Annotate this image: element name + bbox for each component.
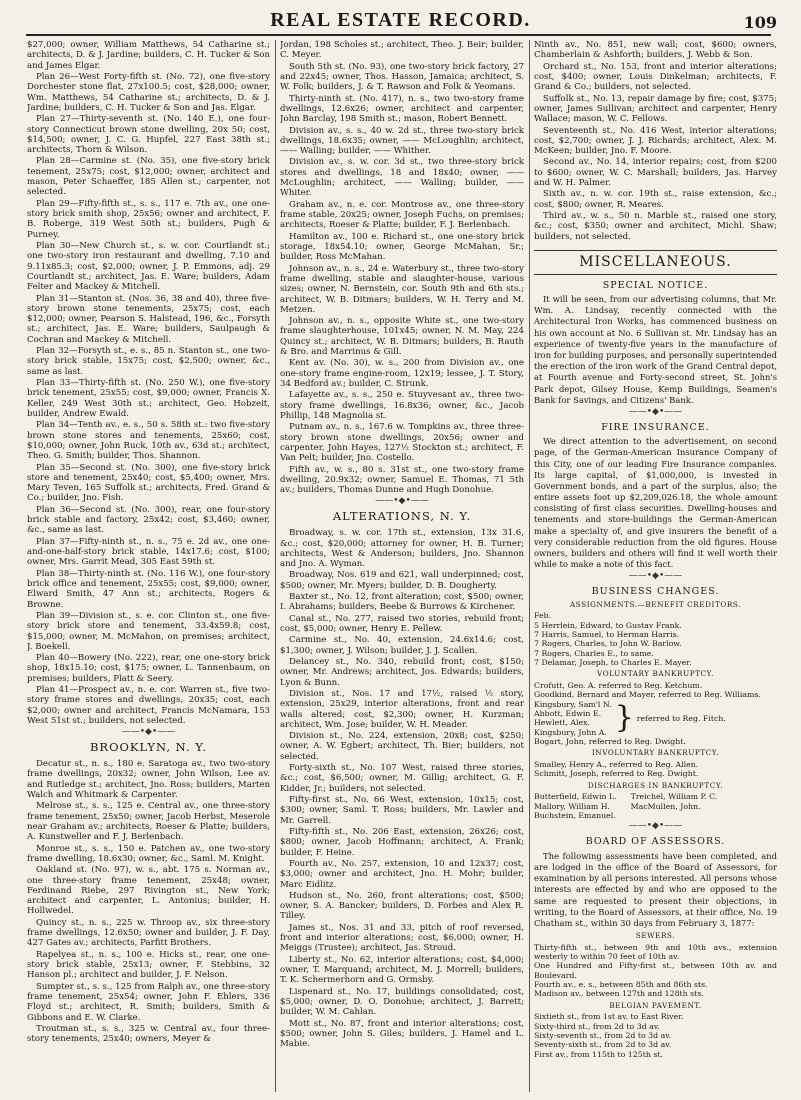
section-heading-brooklyn: BROOKLYN, N. Y.: [89, 740, 208, 755]
article-paragraph: Kent av. (No. 30), w. s., 200 from Division av., one one-story frame engine-room, 12x19; lessee, J. T. Story, 34 Bedford av.; builder, C. Strunk.: [280, 358, 524, 389]
column-divider: [529, 40, 530, 1092]
list-item: Kingsbury, Sam'l N.: [534, 699, 612, 709]
article-paragraph: Third av., w. s., 50 n. Marble st., raised one story, &c.; cost, $350; owner and architect, Michl. Shaw; builders, not selected.: [534, 211, 777, 242]
column-3: [534, 40, 777, 1094]
article-paragraph: Fifty-fifth st., No. 206 East, extension, 26x26; cost, $800; owner, Jacob Hoffmann; architect, A. Frank; builder, F. Heine.: [280, 826, 524, 858]
article-paragraph: South 5th st. (No. 93), one two-story brick factory, 27 and 22x45; owner, Thos. Hasson, Jamaica; architect, S. W. Folk; builders, J. & T. Rawson and Folk & Yeomans.: [280, 61, 524, 93]
list-item: Mallory, William H.: [534, 801, 611, 811]
article-paragraph: Putnam av., n. s., 167.6 w. Tompkins av., three three-story brown stone dwellings, 20x56; owner and carpenter, John Hayes, 127½ Stockton st.; architect, F. Van Pelt; builder, Jno. Costello.: [280, 422, 524, 464]
article-paragraph: Plan 37—Fifty-ninth st., n. s., 75 e. 2d av., one one-and-one-half-story brick stable, 14x17.6; cost, $100; owner, Mrs. Garrit Mead, 305 East 59th st.: [27, 536, 270, 568]
article-paragraph: Suffolk st., No. 13, repair damage by fire; cost, $375; owner, James Sullivan; architect and carpenter, Henry Wallace; mason, W. C. Fellows.: [534, 93, 777, 125]
discharges-list: [534, 792, 777, 820]
section-heading-special-notice: SPECIAL NOTICE.: [602, 279, 709, 291]
article-paragraph: Broadway, s. w. cor. 17th st., extension, 13x 31.6, &c.; cost, $20,000; attorney for owner, H. B. Turner; architects, West & Anderson; builders, Jno. Shannon and Jno. A. Wyman.: [280, 528, 524, 570]
list-item: Sixty-third st., from 2d to 3d av.: [534, 1021, 660, 1031]
list-item: 7 Delamar, Joseph, to Charles E. Mayer.: [534, 658, 692, 668]
article-paragraph: Plan 35—Second st. (No. 300), one five-story brick store and tenement, 25x40; cost, $5,400; owner, Mrs. Mary Teven, 165 Suffolk st.; architects, Fred. Grand & Co.; builder, Jno. Fish.: [27, 462, 270, 504]
discharges-right: [631, 792, 718, 820]
article-paragraph: Johnson av., n. s., 24 e. Waterbury st., three two-story frame dwelling, stable and slaughter-house, various sizes; owner, N. Bernstein, cor. South 9th and 6th sts.; architect, W. B. Ditmars; builders, W. H. Terry and M. Metzen.: [280, 263, 524, 315]
discharges-left: [534, 792, 617, 820]
section-heading-alterations: ALTERATIONS, N. Y.: [332, 509, 472, 524]
article-paragraph: Plan 36—Second st. (No. 300), rear, one four-story brick stable and factory, 25x42; cost, $3,460; owner, &c., same as last.: [27, 504, 270, 536]
article-paragraph: Plan 38—Thirty-ninth st. (No. 116 W.), one four-story brick office and tenement, 25x55; cost, $9,000; owner, Elward Smith, 47 Ann st.; architects, Rogers & Browne.: [27, 568, 270, 610]
article-paragraph: Delancey st., No. 340, rebuild front; cost, $150; owner, Mr. Andrews; architect, Jos. Edwards; builders, Lyon & Bunn.: [280, 656, 524, 688]
list-item: 7 Rogers, Charles E., to same.: [534, 648, 654, 658]
subheading-sewers: SEWERS.: [635, 931, 676, 941]
list-item: Smalley, Henry A., referred to Reg. Allen.: [534, 760, 699, 770]
involuntary-bankruptcy-list: [534, 760, 777, 779]
ornament-divider: ——•◆•——: [628, 406, 683, 417]
article-paragraph: Mott st., No. 87, front and interior alterations; cost, $500; owner, John S. Giles; builders, J. Hamel and L. Mabie.: [280, 1018, 524, 1050]
list-item: MacMullen, John.: [630, 801, 701, 811]
list-item: Madison av., between 127th and 128th sts.: [534, 989, 704, 999]
subheading-voluntary-bankruptcy: VOLUNTARY BANKRUPTCY.: [597, 669, 714, 679]
article-paragraph: Broadway, Nos. 619 and 621, wall underpinned; cost, $500; owner, Mr. Myers; builder, D. B. Dougherty.: [280, 570, 524, 591]
article-paragraph: We direct attention to the advertisement, on second page, of the German-American Insurance Company of this City, one of our leading Fire Insurance companies. Its large capital, of $1,000,000, is invested in Government bonds, and a part of the surplus, also; the entire assets foot up $2,209,026.18, the whole amount consisting of first class securities. Dwelling-houses and tenements and store-buildings the German-American make a specialty of, and give insurers the benefit of a very considerable reduction from the old figures. House owners, builders and others will find it well worth their while to make a note of this fact.: [534, 436, 777, 570]
article-paragraph: Plan 26—West Forty-fifth st. (No. 72), one five-story Dorchester stone flat, 27x100.5; cost, $28,000; owner, Wm. Matthews, 54 Catharine st.; architects, D. & J. Jardine; builders, C. H. Tucker & Son and Jas. Elgar.: [27, 71, 270, 113]
article-paragraph: Division av., s. w. cor. 3d st., two three-story brick stores and dwellings, 18 and 18x40; owner, —— McLoughlin; architect, —— Walling; builder, —— Whiter.: [280, 157, 524, 199]
list-item: 7 Rogers, Charles, to John W. Barlow.: [534, 639, 682, 649]
section-heading-board-of-assessors: BOARD OF ASSESSORS.: [585, 836, 726, 848]
list-item: Kingsbury, John A.: [534, 727, 607, 737]
list-item: Hewlett, Alex.: [534, 718, 591, 728]
page-number: 109: [743, 13, 777, 32]
brooklyn-list: [27, 759, 270, 1044]
article-paragraph: Liberty st., No. 62, interior alterations; cost, $4,000; owner, T. Marquand; architect, M. J. Morrell; builders, T. K. Schermerhorn and G. Ormsby.: [280, 954, 524, 986]
article-paragraph: Troutman st., s. s., 325 w. Central av., four three-story tenements, 25x40; owners, Meyer &: [27, 1023, 270, 1045]
article-paragraph: Hamilton av., 100 e. Richard st., one one-story brick storage, 18x54.10; owner, George McMahan, Sr.; builder, Ross McMahan.: [280, 231, 524, 263]
article-paragraph: Monroe st., s. s., 150 e. Patchen av., one two-story frame dwelling, 18.6x30; owner, &c., Saml. M. Knight.: [27, 843, 270, 864]
ornament-divider: ——•◆•——: [375, 496, 429, 507]
subheading-belgian-pavement: BELGIAN PAVEMENT.: [609, 1000, 702, 1010]
article-paragraph: Plan 39—Division st., s. e. cor. Clinton st., one five-story brick store and tenement, 33.4x59.8; cost, $15,000; owner, M. McMahon, on premises; architect, J. Boekell.: [27, 610, 270, 652]
article-paragraph: Fifty-first st., No. 66 West, extension, 10x15; cost, $300; owner, Saml. T. Ross; builders, Mr. Lawler and Mr. Garrell.: [280, 795, 524, 826]
article-paragraph: Plan 40—Bowery (No. 222), rear, one one-story brick shop, 18x15.10; cost, $175; owner, L. Tannenbaum, on premises; builders, Platt & Seery.: [27, 653, 270, 684]
article-paragraph: Orchard st., No. 153, front and interior alterations; cost, $400; owner, Louis Dinkelman; architects, F. Grand & Co.; builders, not selected.: [534, 61, 777, 93]
article-paragraph: Jordan, 198 Scholes st.; architect, Theo. J. Beir; builder, C. Meyer.: [280, 40, 524, 61]
fitch-referral: referred to Reg. Fitch.: [636, 713, 726, 723]
voluntary-bankruptcy-list: [534, 681, 777, 746]
article-paragraph: The following assessments have been completed, and are lodged in the office of the Board of Assessors, for examination by all persons interested. All persons whose interests are effected by and who are opposed to the same are requested to present their objections, in writing, to the Board of Assessors, at their office, No. 19 Chatham st., within 30 days from February 3, 1877:: [534, 850, 777, 928]
list-item: Bogart, John, referred to Reg. Dwight.: [534, 737, 686, 747]
article-paragraph: James st., Nos. 31 and 33, pitch of roof reversed, front and interior alterations; cost, $6,000; owner, H. Meiggs (Trustee); architect, Jas. Stroud.: [280, 922, 524, 954]
list-item: Buchstein, Emanuel.: [534, 811, 616, 821]
article-paragraph: Graham av., n. e. cor. Montrose av., one three-story frame stable, 20x25; owner, Joseph Fuchs, on premises; architects, Roeser & Platte; builder, F. J. Berlenbach.: [280, 199, 524, 231]
fire-insurance-block: [534, 436, 777, 570]
alterations-list: [280, 528, 524, 1049]
list-item: Butterfield, Edwin L.: [534, 792, 617, 802]
ornament-divider: ——•◆•——: [628, 821, 683, 832]
article-paragraph: Seventeenth st., No. 416 West, interior alterations; cost, $2,700; owner, J. J. Richards; architect, Alex. M. McKeen; builder, Jno. F. Moore.: [534, 125, 777, 157]
list-item: Sixtieth st., from 1st av. to East River.: [534, 1012, 684, 1022]
masthead-title: REAL ESTATE RECORD.: [270, 9, 531, 31]
list-item: Goodkind, Bernard and Mayer, referred to Reg. Williams.: [534, 690, 761, 700]
article-paragraph: Sixth av., n. w. cor. 19th st., raise extension, &c.; cost, $800; owner, R. Meares.: [534, 189, 777, 210]
column-1: [27, 40, 270, 1094]
list-item: Fourth av., e. s., between 85th and 86th sts.: [534, 980, 708, 990]
special-notice-block: [534, 294, 777, 406]
article-paragraph: Plan 41—Prospect av., n. e. cor. Warren st., five two-story frame stores and dwellings, 20x35; cost, each $2,000; owner and architect, Francis McNamara, 153 West 51st st.; builders, not selected.: [27, 685, 270, 726]
article-paragraph: Decatur st., n. s., 180 e. Saratoga av., two two-story frame dwellings, 20x32; owner, John Wilson, Lee av. and Rutledge st.; architect, Jno. Ross; builders, Marten Walch and Whitmark & Carpenter.: [27, 759, 270, 801]
list-item: 5 Herrlein, Edward, to Gustav Frank.: [534, 620, 682, 630]
brace-glyph: }: [614, 700, 634, 736]
article-paragraph: $27,000; owner, William Matthews, 54 Catharine st.; architects, D. & J. Jardine; builders, C. H. Tucker & Son and James Elgar.: [27, 40, 270, 71]
fitch-group: [534, 700, 777, 737]
section-heading-miscellaneous: MISCELLANEOUS.: [534, 250, 777, 275]
article-paragraph: It will be seen, from our advertising columns, that Mr. Wm. A. Lindsay, recently connected with the Architectural Iron Works, has commenced business on his own account at No. 6 Sullivan st. Mr. Lindsay has an experience of twenty-five years in the manufacture of iron for building purposes, and personally superintended the erection of the iron work of the Grand Central depot, at Fourth avenue and Forty-second street, St. John's Park depot, Gilsey House, Kemp Buildings, Seamen's Bank for Savings, and Citizens' Bank.: [534, 294, 777, 405]
article-paragraph: Hudson st., No. 260, front alterations; cost, $500; owner, S. A. Bancker; builders, D. Forbes and Alex R. Tilley.: [280, 890, 524, 922]
header-rule: [26, 34, 771, 36]
column-divider: [275, 40, 276, 1092]
article-paragraph: Quincy st., n. s., 225 w. Throop av., six three-story frame dwellings, 12.6x50; owner and builder, J. F. Day, 427 Gates av.; architects, Parfitt Brothers.: [27, 917, 270, 949]
subheading-discharges: DISCHARGES IN BANKRUPTCY.: [587, 780, 724, 790]
article-paragraph: Division st., Nos. 17 and 17½, raised ½ story, extension, 25x29, interior alterations, front and rear walls altered; cost, $2,300; owner, H. Kurzman; architect, Wm. Jose; builder, W. H. Meader.: [280, 688, 524, 730]
article-paragraph: Fourth av., No. 257, extension, 10 and 12x37; cost, $3,000; owner and architect, Jno. H. Mohr; builder, Marc Eidlitz.: [280, 858, 524, 890]
list-item: Feb.: [534, 611, 552, 621]
article-paragraph: Ninth av., No. 851, new wall; cost, $600; owners, Chamberlain & Ashforth; builders, J. Webb & Son.: [534, 40, 777, 61]
list-item: Sixty-seventh st., from 2d to 3d av.: [534, 1031, 672, 1041]
list-item: First av., from 115th to 125th st.: [534, 1049, 663, 1059]
list-item: Schmitt, Joseph, referred to Reg. Dwight.: [534, 769, 699, 779]
section-heading-fire-insurance: FIRE INSURANCE.: [601, 421, 710, 433]
article-paragraph: Plan 32—Forsyth st., e. s., 85 n. Stanton st., one two-story brick stable, 15x75; cost, $2,500; owner, &c., same as last.: [27, 346, 270, 377]
article-paragraph: Sumpter st., s. s., 125 from Ralph av., one three-story frame tenement, 25x54; owner, John F. Ehlers, 336 Floyd st.; architect, R. Smith; builders, Smith & Gibbons and E. W. Clarke.: [27, 981, 270, 1023]
article-paragraph: Plan 27—Thirty-seventh st. (No. 140 E.), one four-story Connecticut brown stone dwelling, 20x 50; cost, $14,500; owner, J. C. G. Hupfel, 227 East 38th st.; architects, Thorn & Wilson.: [27, 114, 270, 156]
ornament-divider: ——•◆•——: [628, 571, 683, 582]
alterations-continued: [534, 40, 777, 242]
list-item: 7 Harris, Samuel, to Herman Harris.: [534, 630, 680, 640]
list-item: Treichel, William P. C.: [630, 792, 718, 802]
section-heading-business-changes: BUSINESS CHANGES.: [591, 586, 720, 598]
article-paragraph: Oakland st. (No. 97), w. s., abt. 175 s. Norman av., one three-story frame tenement, 25x48; owner, Ferdinand Riebe, 297 Rivington st., New York; architect and carpenter, L. Antonius; builder, H. Hollwedel.: [27, 865, 270, 917]
list-item: Seventy-sixth st., from 2d to 3d av.: [534, 1040, 672, 1050]
article-paragraph: Plan 34—Tenth av., e. s., 50 s. 58th st.: two five-story brown stone stores and tenements, 25x60; cost, $10,000; owner, John Ruck, 10th av., 63d st.; architect, Theo. G. Smith; builder, Thos. Shannon.: [27, 420, 270, 462]
plans-list: [27, 40, 270, 726]
subheading-involuntary-bankruptcy: INVOLUNTARY BANKRUPTCY.: [591, 748, 720, 758]
article-paragraph: Plan 29—Fifty-fifth st., s. s., 117 e. 7th av., one one-story brick smith shop, 25x56; owner and architect, F. B. Roberge, 319 West 50th st.; builders, Pugh & Purney.: [27, 198, 270, 240]
article-paragraph: Johnson av., n. s., opposite White st., one two-story frame slaughterhouse, 101x45; owner, N. M. May, 224 Quincy st.; architect, W. B. Ditmars; builders, B. Rauth & Bro. and Marrinus & Gill.: [280, 316, 524, 358]
article-paragraph: Carmine st., No. 40, extension, 24.6x14.6; cost, $1,300; owner, J. Wilson; builder, J. J. Scallen.: [280, 635, 524, 656]
belgian-pavement-list: [534, 1012, 777, 1059]
article-paragraph: Plan 33—Thirty-fifth st. (No. 250 W.), one five-story brick tenement, 25x55; cost, $9,000; owner, Francis X. Keller, 249 West 30th st.; architect, Geo. Hobzeit, builder, Andrew Ewald.: [27, 378, 270, 419]
article-paragraph: Plan 30—New Church st., s. w. cor. Courtlandt st.; one two-story iron restaurant and dwelling, 7.10 and 9.11x85.3; cost, $2,000; owner, J. P. Emmons, adj. 29 Courtlandt st.; architect, Jas. E. Ware; builders, Adam Felter and Mackey & Mitchell.: [27, 240, 270, 293]
assignments-list: [534, 611, 777, 667]
article-paragraph: Division st., No. 224, extension, 20x8; cost, $250; owner, A. W. Egbert; architect, Th. Bier; builders, not selected.: [280, 731, 524, 762]
ornament-divider: ——•◆•——: [121, 727, 176, 738]
article-paragraph: Thirty-ninth st. (No. 417), n. s., two two-story frame dwellings, 12.6x26; owner, architect and carpenter, John Barclay, 198 Smith st.; mason, Robert Bennett.: [280, 93, 524, 125]
article-paragraph: Lispenard st., No. 17, buildings consolidated; cost, $5,000; owner, D. O. Donohue; architect, J. Barrett; builder, W. M. Cahlan.: [280, 986, 524, 1018]
list-item: Crofutt, Geo. A. referred to Reg. Ketchum.: [534, 681, 703, 691]
assessors-block: [534, 851, 777, 929]
fitch-names: [534, 700, 612, 737]
article-paragraph: Division av., s. s., 40 w. 2d st., three two-story brick dwellings, 18.6x35; owner, —— McLoughlin; architect, —— Walling; builder, —— Whither.: [280, 125, 524, 157]
article-paragraph: Rapelyea st., n. s., 100 e. Hicks st., rear, one one-story brick stable, 25x13; owner, F. Stebbins, 32 Hanson pl.; architect and builder, J. F. Nelson.: [27, 949, 270, 981]
article-paragraph: Melrose st., s. s., 125 e. Central av., one three-story frame tenement, 25x50; owner, Jacob Herbst, Meserole near Graham av.; architects, Roeser & Platte; builders, A. Kunstweller and F. J. Berlenbach.: [27, 801, 270, 843]
brooklyn-continued: [280, 40, 524, 495]
sewers-list: [534, 943, 777, 999]
article-paragraph: Canal st., No. 277, raised two stories, rebuild front; cost, $5,000; owner, Henry E. Pellew.: [280, 613, 524, 635]
article-paragraph: Fifth av., w. s., 80 s. 31st st., one two-story frame dwelling, 20.9x32; owner, Samuel E. Thomas, 71 5th av.; builders, Thomas Dunne and Hugh Donohue.: [280, 464, 524, 496]
list-item: Abbott, Edwin E.: [534, 709, 602, 719]
column-2: [280, 40, 524, 1094]
page-header: [24, 6, 777, 32]
article-paragraph: Baxter st., No. 12, front alteration; cost, $500; owner, I. Abrahams; builders, Beebe & Burrows & Kirchener.: [280, 592, 524, 613]
article-paragraph: Lafayette av., s. s., 250 e. Stuyvesant av., three two-story frame dwellings, 16.8x36; owner, &c., Jacob Phillip, 148 Magnolia st.: [280, 390, 524, 421]
subheading-assignments: ASSIGNMENTS.—BENEFIT CREDITORS.: [570, 599, 741, 609]
article-paragraph: Plan 28—Carmine st. (No. 35), one five-story brick tenement, 25x75; cost, $12,000; owner, architect and mason, Peter Schaeffer, 185 Allen st.; carpenter, not selected.: [27, 156, 270, 198]
list-item: One Hundred and Fifty-first st., between 10th av. and Boulevard.: [534, 961, 777, 980]
article-paragraph: Second av., No. 14, interior repairs; cost, from $200 to $600; owner, W. C. Marshall; builders, Jas. Harvey and W. H. Palmer.: [534, 157, 777, 189]
list-item: Thirty-fifth st., between 9th and 10th avs., extension westerly to within 70 feet of 10th av.: [534, 942, 777, 962]
article-paragraph: Plan 31—Stanton st. (Nos. 36, 38 and 40), three five-story brown stone tenements, 25x75; cost, each $12,000; owner, Pearson S. Halstead, 196, &c., Forsyth st.; architect, Jas. E. Ware; builders, Saulpaugh & Cochran and Mackey & Mitchell.: [27, 293, 270, 345]
article-paragraph: Forty-sixth st., No. 107 West, raised three stories, &c.; cost, $6,500; owner, M. Gillig; architect, G. F. Kidder, Jr.; builders, not selected.: [280, 763, 524, 794]
